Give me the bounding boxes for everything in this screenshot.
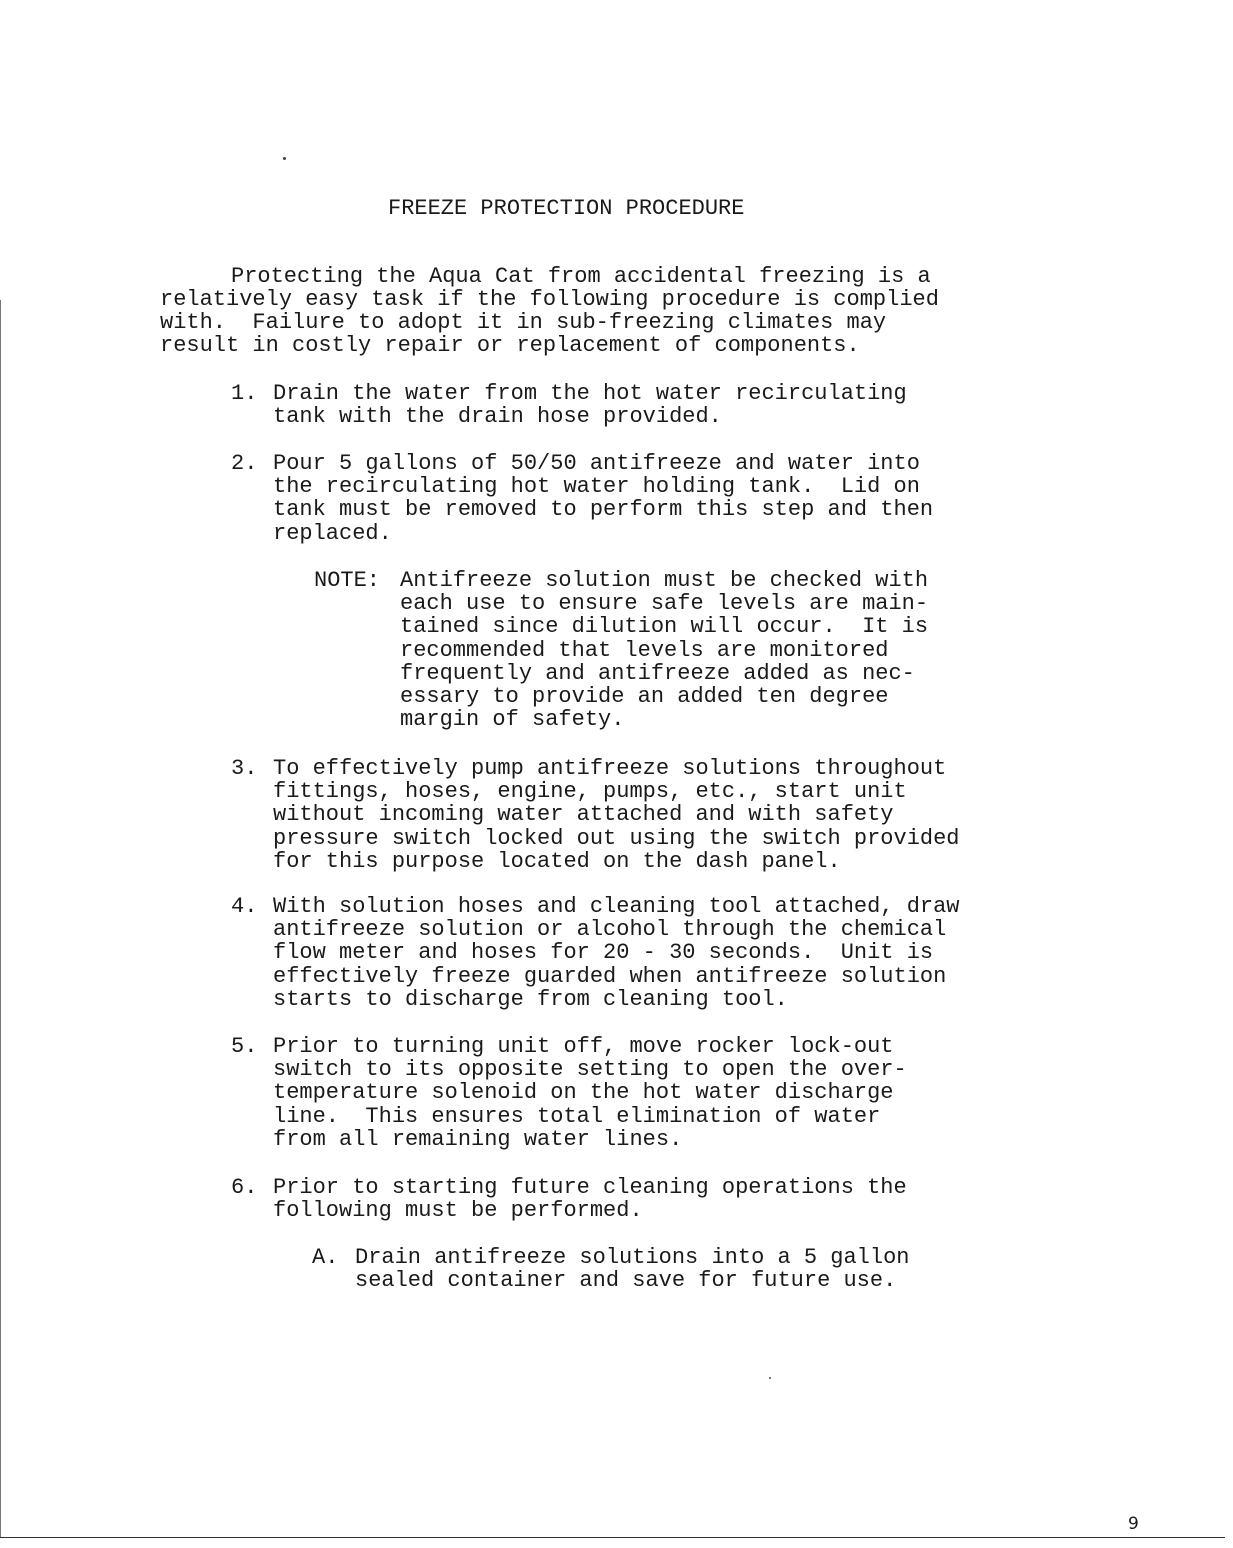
step-number: 3. (231, 756, 258, 781)
step-text: Pour 5 gallons of 50/50 antifreeze and water into the recirculating hot water holding tank. Lid on tank must be removed to perform this step and then replaced. (273, 451, 934, 546)
substep-label: A. (312, 1245, 339, 1270)
document-title: FREEZE PROTECTION PROCEDURE (388, 196, 745, 221)
intro-paragraph-first-line: Protecting the Aqua Cat from accidental freezing is a (231, 264, 931, 289)
step-number: 5. (231, 1034, 258, 1059)
scan-speck (769, 1377, 771, 1379)
step-text: Prior to turning unit off, move rocker lock-out switch to its opposite setting to open the over- temperature solenoid on the hot water discharge line. This ensures total elimination of water from all remaining water lines. (273, 1034, 907, 1152)
step-number: 4. (231, 894, 258, 919)
step-text: Drain the water from the hot water recirculating tank with the drain hose provided. (273, 381, 907, 430)
substep-text: Drain antifreeze solutions into a 5 gallon sealed container and save for future use. (355, 1245, 910, 1294)
note-text: Antifreeze solution must be checked with each use to ensure safe levels are main- tained since dilution will occur. It is recommended that levels are monitored frequently and antifreeze added as nec- essary to provide an added ten degree margin of safety. (400, 568, 929, 733)
scan-speck (283, 157, 286, 160)
intro-paragraph-continuation: relatively easy task if the following procedure is complied with. Failure to adopt it in sub-freezing climates may result in costly repair or replacement of components. (160, 287, 939, 359)
footer-rule (0, 1537, 1225, 1538)
step-text: Prior to starting future cleaning operations the following must be performed. (273, 1175, 907, 1224)
scan-left-edge-line (0, 300, 1, 1538)
step-number: 1. (231, 381, 258, 406)
step-number: 2. (231, 451, 258, 476)
page-number: 9 (1128, 1514, 1139, 1534)
step-number: 6. (231, 1175, 258, 1200)
note-label: NOTE: (314, 568, 381, 593)
step-text: To effectively pump antifreeze solutions throughout fittings, hoses, engine, pumps, etc., start unit without incoming water attached and with safety pressure switch locked out using the switch provided for this purpose located on the dash panel. (273, 756, 960, 874)
step-text: With solution hoses and cleaning tool attached, draw antifreeze solution or alcohol through the chemical flow meter and hoses for 20 - 30 seconds. Unit is effectively freeze guarded when antifreeze solution starts to discharge from cleaning tool. (273, 894, 960, 1012)
